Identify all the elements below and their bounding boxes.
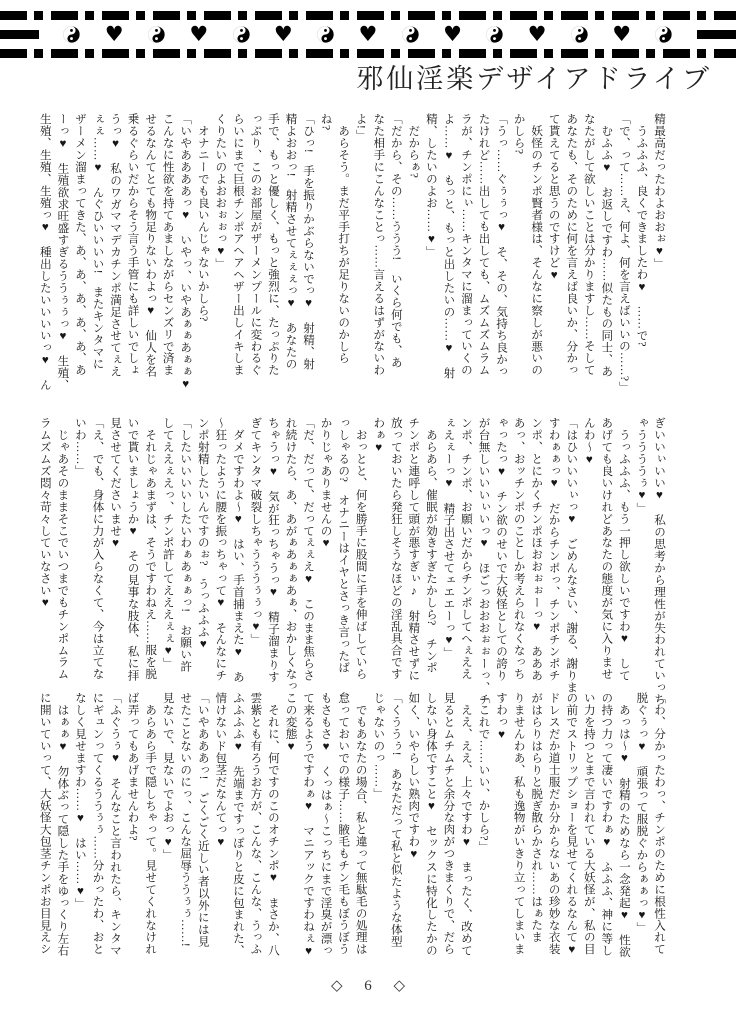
text-column: ラムズムズ悶々苛々していなさい♥	[38, 417, 52, 610]
text-column: なたがして欲しいことは分かりますし……そして	[582, 113, 596, 376]
text-column: 「いやああああっ♥ いやっ、いやあぁぁあぁぁ♥	[179, 113, 193, 391]
text-column: っぷり、このお部屋がザーメンプールに変わるぐ	[249, 113, 263, 376]
text-column: 雲紫とも有ろうお方が、こんな、こんな、うっふ	[249, 692, 263, 955]
text-column: 如く、いやらしい熟肉ですわ♥	[407, 692, 421, 861]
text-column: 精、したいのよお……♥」	[424, 113, 438, 258]
page-title: 邪仙淫楽デザイアドライブ	[356, 64, 712, 95]
text-column: こんなに性欲を持てあましながらセンズリで済ま	[161, 113, 175, 376]
text-column: て貰えてると思うのですけど♥	[547, 113, 561, 282]
text-column: あらあら、催眠が効きすぎたかしら? チンポ	[424, 417, 438, 674]
text-column: よ……♥ もっと、もっと出したいの……♥ 射	[442, 113, 456, 379]
text-column: ええ、ええ、上々ですわ♥ まったく、改めて	[459, 692, 473, 957]
heart-icon: ♥	[189, 22, 209, 46]
text-column: ゃううううぅ♥」	[635, 417, 649, 514]
text-column: うっふふふ、もう一押し欲しいですわ♥ して	[617, 417, 631, 682]
heart-icon: ♥	[527, 22, 547, 46]
text-column: ぇえぇーっ♥ 精子出させてェエエーっ♥」	[442, 417, 456, 659]
text-column: に開いていって、大妖怪大包茎チンポお目見えシ	[38, 692, 52, 955]
text-column: が台無しいいいぃいっ♥ ほごっおおおぉぉーっ、チ	[477, 417, 491, 706]
text-column: ね?	[319, 113, 333, 131]
text-column: すわぁぁっ♥ だからチンポっ、チンポチンポチ	[547, 417, 561, 682]
text-column: がはらりはらりと脱ぎ散らかされ……はぁたま	[530, 692, 544, 943]
text-column: しない身体ですこと♥ セックスに特化したかの	[424, 692, 438, 957]
text-column: ンポ、チンポ、お願いだからチンポしてへぇええ	[459, 417, 473, 680]
text-column: じゃないのっ……」	[372, 692, 386, 800]
border-bar	[0, 30, 39, 39]
border-dash-row-top	[0, 11, 736, 20]
text-column: 「え、でも、身体に力が入らなくて、今は立てな	[91, 417, 105, 680]
text-column: この変態♥	[284, 692, 298, 754]
text-column: ーっ♥ 生殖欲求旺盛すぎるううぅぅっ♥ 生殖、	[56, 113, 70, 391]
text-column: ダメですわよ〜♥ はい、手首捕まえた♥ あ	[231, 417, 245, 683]
text-column: て来るようですわぁ♥ マニアックですわねぇ♥	[302, 692, 316, 958]
text-column: 「で、って……え、何よ、何を言えばいいの……?」	[617, 113, 631, 394]
text-column: くりたいのよおおぉぉっ♥」	[214, 113, 228, 270]
text-column: ザーメン溜まってきた、あ、あ、あ、あ、あ、あ	[73, 113, 87, 376]
text-column: いわ……」	[73, 417, 87, 477]
text-column: 脱ぐぅっ♥ 頑張って服脱ぐからぁぁっ♥」	[635, 692, 649, 934]
text-column: 見るとムチムチと余分な肉がつきまくりで、だら	[442, 692, 456, 955]
yinyang-icon	[571, 26, 588, 43]
text-column: じゃあそのままそこでいつまでもチンポムラム	[56, 417, 70, 680]
text-column: おっとと、何を勝手に股間に手を伸ばしていら	[354, 417, 368, 680]
text-column: んわ〜♥	[582, 417, 596, 467]
page-number: 6	[364, 978, 372, 994]
text-column: ゃったっ♥ チン欲のせいで大妖怪としての誇り	[495, 417, 509, 682]
border-symbol-row	[0, 22, 736, 47]
text-column: それに、何ですのこのオチンポ♥ まさか、八	[266, 692, 280, 957]
yinyang-icon	[402, 26, 419, 43]
yinyang-icon	[63, 26, 80, 43]
text-column: 「いやあああっ! ごくごく近しい者以外には見	[196, 692, 210, 948]
text-column: あらそう。まだ平手打ちが足りないのかしら	[337, 113, 351, 364]
text-column: れ続けたら、あ、あがぁあぁぁあぁ、おかしくなっ	[284, 417, 298, 692]
text-column: せるなんてとても物足りないわよっ♥ 仙人を名	[144, 113, 158, 378]
yinyang-icon	[317, 26, 334, 43]
text-column: っしゃるの? オナニーはイヤとさっき言ったば	[337, 417, 351, 674]
text-column: あげても良いけれどあなたの態度が気に入りませ	[600, 417, 614, 680]
text-column: りませんわあ、私も逸物がいきり立ってしまいま	[512, 692, 526, 955]
yinyang-icon	[486, 26, 503, 43]
text-column: 「くううぅ! あなただって私と似たような体型	[389, 692, 403, 948]
text-column: むふふ♥ お返しですわ……似たもの同士、あ	[600, 113, 614, 378]
text-column: 「うっ……ぐぅぅっ♥ そ、その、気持ち良かっ	[495, 113, 509, 378]
text-column: せたことないのにっ、こんな屈辱ううぅぅ……!	[179, 692, 193, 948]
text-column: それじゃあまずは、そうですわねえ……服を脱	[144, 417, 158, 680]
text-column: 「わ、分かったわっ、チンポのために根性入れて	[653, 692, 666, 955]
text-column: 情けないド包茎だなんてっ♥	[214, 692, 228, 849]
text-column: あらあら手で隠しちゃって。見せてくれなけれ	[144, 692, 158, 955]
text-column: 「だから、その……ううう! いくら何でも、あ	[389, 113, 403, 369]
text-column: あっ、おッチンポのことしか考えられなくなっち	[512, 417, 526, 680]
text-column: 「ふぐうぅ♥ そんなこと言われたら、キンタマ	[109, 692, 123, 957]
footer-left-diamond-icon: ◇	[330, 978, 343, 994]
text-column: うっ♥ 私のワガママデカチンポ満足させてぇえ	[109, 113, 123, 378]
text-column: 見させてくださいませ♥	[109, 417, 123, 550]
text-column: 妖怪のチンポ賢者様は、そんなに察しが悪いの	[530, 113, 544, 376]
text-column: かりじゃありませんの♥	[319, 417, 333, 550]
text-column: い力を持つとまで言われている大妖怪が、私の目	[582, 692, 596, 955]
text-column: いで貰いましょうか♥ その見事な肢体、私に拝	[126, 417, 140, 682]
text-column: 乗るぐらいだからそう言う手管にも詳しいでしょ	[126, 113, 140, 376]
heart-icon: ♥	[443, 22, 462, 46]
border-bar	[697, 30, 736, 39]
text-column: 「はひいいいぃっ♥ ごめんなさい、謝る、謝りま	[565, 417, 579, 694]
text-column: すわっ♥	[495, 692, 509, 742]
text-column: ぎてキンタマ破裂しちゃうううぅぅっ♥」	[249, 417, 263, 646]
page-footer	[0, 976, 736, 995]
text-column: でもあなたの場合、私と違って無駄毛の処理は	[354, 692, 368, 955]
text-column: よ!」	[354, 113, 368, 142]
text-column: 「したいいいいしたいわぁあぁぁっ! お願い許	[179, 417, 193, 673]
text-column: なた相手にこんなことっ……言えるはずがないわ	[372, 113, 386, 376]
text-column: はぁぁ♥ 勿体ぶって隠した手をゆっくり左右	[56, 692, 70, 957]
heart-icon: ♥	[612, 22, 632, 46]
text-column: してええぇえっ、チンポ許してえええぇぇ♥」	[161, 417, 175, 670]
text-column: 〜狂ったように腰を振っちゃって♥ そんなにチ	[214, 417, 228, 682]
text-column: ば弄ってもあげませんわよ?	[126, 692, 140, 841]
text-column: かしら?	[512, 113, 526, 155]
text-column: ンポ射精したいんですのぉ? うっふふふ♥	[196, 417, 210, 651]
text-block-1	[36, 113, 668, 403]
text-column: の前でストリップショーを見せてくれるなんて♥	[565, 692, 579, 957]
text-column: ンポ、とにかくチンポほおおぉぉーっ♥ あああ	[530, 417, 544, 682]
heart-icon: ♥	[104, 22, 124, 46]
text-column: たけれど……出しても出しても、ムズムズムラム	[477, 113, 491, 376]
text-block-2	[36, 417, 668, 707]
text-column: 精よおおっ! 射精させてぇぇぇっ♥ あなたの	[284, 113, 298, 370]
text-column: らいにまで巨根チンポアヘアヘザー出しイキしま	[231, 113, 245, 376]
text-column: にギュンってくるううぅぅ……分かったわ、おと	[91, 692, 105, 955]
text-column: わぁ♥	[372, 417, 386, 455]
text-column: オナニーでも良いんじゃないかしら?	[196, 113, 210, 322]
text-column: なしく見せますわ……♥ はい……♥」	[73, 692, 87, 910]
text-column: もさもさ♥ くっはぁ〜こっちにまで淫臭が漂っ	[319, 692, 333, 957]
text-column: ちゃうっ♥ 気が狂っちゃうっ♥ 精子溜まりす	[266, 417, 280, 683]
text-column: 怠っておいでの様子……腋毛もチン毛もぼうぼう	[337, 692, 351, 955]
text-column: ふふふふ♥ 先端まですっぽりと皮に包まれた、	[231, 692, 245, 957]
text-column: ドレスだか道士服だか分からないあの珍妙な衣装	[547, 692, 561, 955]
text-column: あなたも、そのために何を言えば良いか、分かっ	[565, 113, 579, 376]
text-column: だからぁ?	[407, 113, 421, 179]
text-column: 生殖、生殖、生殖っ♥ 種出したいいいいっ♥ ん	[38, 113, 52, 391]
yinyang-icon	[148, 26, 165, 43]
footer-right-diamond-icon: ◇	[393, 978, 406, 994]
text-column: の持つ力って凄いですわぁ♥ ふふふ、神に等し	[600, 692, 614, 957]
text-column: ぇぇ……♥ んぐひいいいい! またキンタマに	[91, 113, 105, 370]
text-column: 「だ、だって、だってぇぇえ♥ このまま焦らさ	[302, 417, 316, 682]
text-column: ラが、チンポにぃ……キンタマに溜まっていくの	[459, 113, 473, 376]
text-column: あっは〜♥ 射精のためなら一念発起♥ 性欲	[617, 692, 631, 958]
text-column: うふふふ、良くできましたわ♥ ……で?	[635, 113, 649, 347]
decorative-border	[0, 11, 736, 58]
text-column: 精最高だったわよおおぉ♥」	[653, 113, 666, 270]
text-block-3	[36, 692, 668, 982]
text-column: 見ないで、見ないでよおっ♥」	[161, 692, 175, 861]
text-column: 「ひっ! 手を振りかぶらないでっ♥ 射精、射	[302, 113, 316, 370]
text-column: チンポと連呼して頭が悪すぎぃ♪ 射精させずに	[407, 417, 421, 682]
text-column: 「これで……いい、かしら?」	[477, 692, 491, 853]
text-column: ぎいいぃいい♥ 私の思考から理性が失われていっち	[653, 417, 666, 706]
text-column: 手で、もっと優しく、もっと強烈に、たっぷりた	[266, 113, 280, 376]
text-column: 放っておいたら発狂しそうなほどの淫乱具合です	[389, 417, 403, 680]
heart-icon: ♥	[358, 22, 378, 46]
yinyang-icon	[233, 26, 250, 43]
heart-icon: ♥	[273, 22, 293, 46]
yinyang-icon	[655, 26, 672, 43]
